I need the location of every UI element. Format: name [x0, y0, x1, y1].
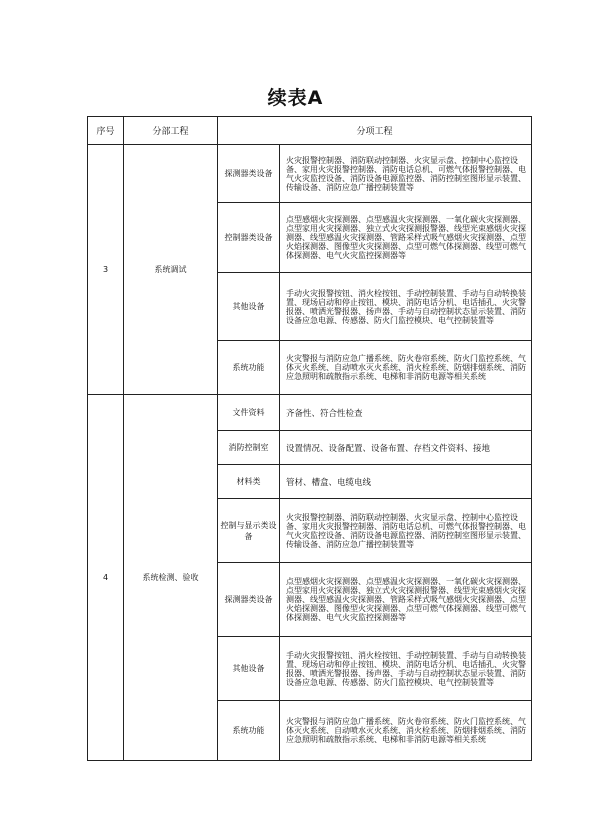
item-name-cell: 系统功能 — [218, 341, 280, 395]
item-desc-cell: 火灾警报与消防应急广播系统、防火卷帘系统、防火门监控系统、气体灭火系统、自动喷水灭火系统、消火栓系统、防烟排烟系统、消防应急照明和疏散指示系统、电梯和非消防电源等相关系统 — [280, 341, 532, 395]
item-desc-cell: 齐备性、符合性检查 — [280, 395, 532, 431]
table-row — [88, 395, 532, 431]
item-name-cell: 文件资料 — [218, 395, 280, 431]
item-desc-cell: 火灾报警控制器、消防联动控制器、火灾显示盘、控制中心监控设备、家用火灾报警控制器、消防电话总机、可燃气体报警控制器、电气火灾监控设备、消防设备电源监控器、消防控制室图形显示装置、传输设备、消防应急广播控制装置等 — [280, 499, 532, 563]
item-desc-cell: 管材、槽盒、电缆电线 — [280, 465, 532, 499]
header-seq: 序号 — [88, 117, 124, 145]
item-name-cell: 其他设备 — [218, 273, 280, 341]
part-cell: 系统检测、验收 — [124, 395, 218, 761]
item-name-cell: 系统功能 — [218, 701, 280, 761]
item-desc-cell: 点型感烟火灾探测器、点型感温火灾探测器、一氧化碳火灾探测器、点型家用火灾探测器、独立式火灾探测报警器、线型光束感烟火灾探测器、线型感温火灾探测器、管路采样式吸气感烟火灾探测器、点型火焰探测器、图像型火灾探测器、点型可燃气体探测器、线型可燃气体探测器、电气火灾监控探测器等 — [280, 563, 532, 637]
item-desc-cell: 点型感烟火灾探测器、点型感温火灾探测器、一氧化碳火灾探测器、点型家用火灾探测器、独立式火灾探测报警器、线型光束感烟火灾探测器、线型感温火灾探测器、管路采样式吸气感烟火灾探测器、点型火焰探测器、图像型火灾探测器、点型可燃气体探测器、线型可燃气体探测器、电气火灾监控探测器等 — [280, 203, 532, 273]
item-desc-cell: 手动火灾报警按钮、消火栓按钮、手动控制装置、手动与自动转换装置、现场启动和停止按钮、模块、消防电话分机、电话插孔、火灾警报器、喷洒光警报器、扬声器、手动与自动控制状态显示装置、消防设备应急电源、传感器、防火门监控模块、电气控制装置等 — [280, 637, 532, 701]
item-name-cell: 材料类 — [218, 465, 280, 499]
item-desc-cell: 手动火灾报警按钮、消火栓按钮、手动控制装置、手动与自动转换装置、现场启动和停止按钮、模块、消防电话分机、电话插孔、火灾警报器、喷洒光警报器、扬声器、手动与自动控制状态显示装置、消防设备应急电源、传感器、防火门监控模块、电气控制装置等 — [280, 273, 532, 341]
item-name-cell: 探测器类设备 — [218, 563, 280, 637]
header-item: 分项工程 — [218, 117, 532, 145]
page-title: 续表A — [267, 87, 324, 109]
seq-cell: 4 — [88, 395, 124, 761]
spec-table — [87, 116, 532, 761]
item-name-cell: 消防控制室 — [218, 431, 280, 465]
item-name-cell: 控制与显示类设备 — [218, 499, 280, 563]
part-cell: 系统调试 — [124, 145, 218, 395]
item-desc-cell: 设置情况、设备配置、设备布置、存档文件资料、接地 — [280, 431, 532, 465]
item-desc-cell: 火灾警报与消防应急广播系统、防火卷帘系统、防火门监控系统、气体灭火系统、自动喷水灭火系统、消火栓系统、防烟排烟系统、消防应急照明和疏散指示系统、电梯和非消防电源等相关系统 — [280, 701, 532, 761]
table-row — [88, 145, 532, 203]
header-part: 分部工程 — [124, 117, 218, 145]
item-name-cell: 其他设备 — [218, 637, 280, 701]
item-name-cell: 探测器类设备 — [218, 145, 280, 203]
item-desc-cell: 火灾报警控制器、消防联动控制器、火灾显示盘、控制中心监控设备、家用火灾报警控制器、消防电话总机、可燃气体报警控制器、电气火灾监控设备、消防设备电源监控器、消防控制室图形显示装置、传输设备、消防应急广播控制装置等 — [280, 145, 532, 203]
header-row — [88, 117, 532, 145]
seq-cell: 3 — [88, 145, 124, 395]
item-name-cell: 控制器类设备 — [218, 203, 280, 273]
